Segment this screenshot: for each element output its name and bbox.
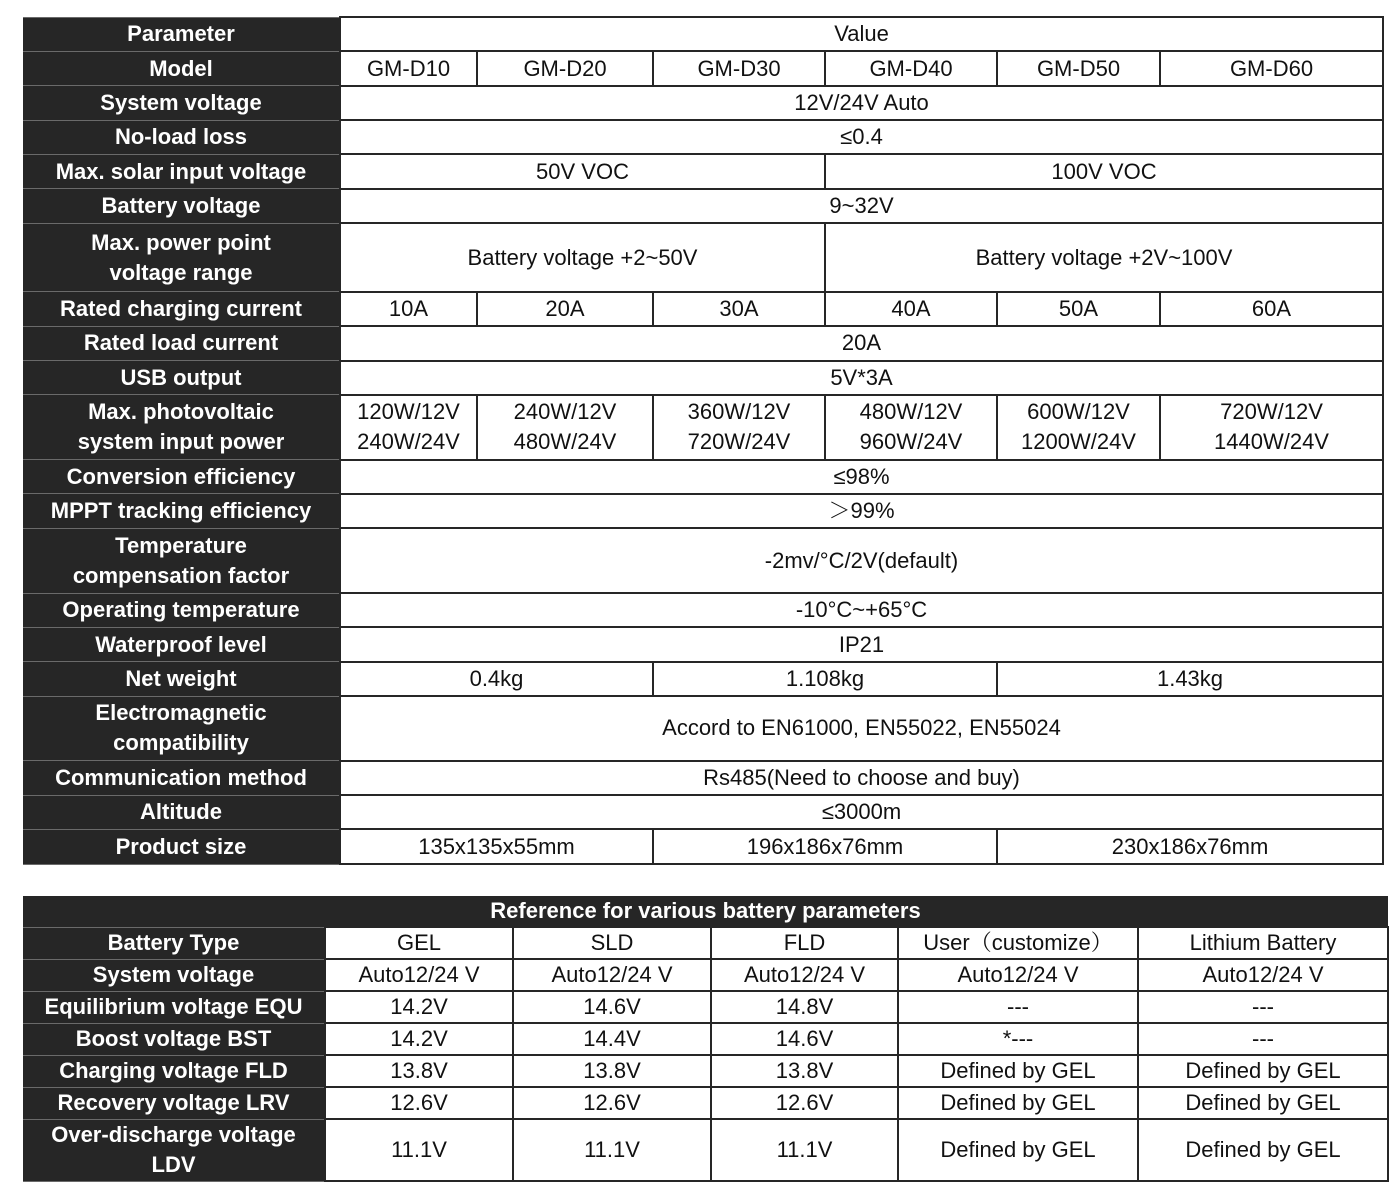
charging-current-cell: 20A [477, 292, 653, 326]
model-row [23, 51, 1383, 85]
pv-power-12v: 240W/12V [513, 399, 617, 425]
battery-cell: 14.8V [711, 991, 898, 1023]
product-size-label: Product size [23, 829, 340, 864]
no-load-loss-label: No-load loss [23, 120, 340, 154]
model-label: Model [23, 51, 340, 85]
charging-current-cell: 50A [997, 292, 1160, 326]
battery-type-row [23, 927, 1388, 959]
battery-row-label: System voltage [23, 959, 325, 991]
label-line: LDV [151, 1152, 196, 1177]
battery-cell: Defined by GEL [898, 1087, 1138, 1119]
battery-type-cell: Lithium Battery [1138, 927, 1388, 959]
battery-bst-row [23, 1023, 1388, 1055]
spec-table [23, 16, 1384, 865]
label-line: Max. power point [91, 229, 271, 255]
battery-fld-row [23, 1055, 1388, 1087]
emc-row [23, 696, 1383, 761]
pv-power-12v: 720W/12V [1220, 399, 1323, 425]
mppt-tracking-efficiency-row [23, 494, 1383, 528]
battery-system-voltage-row [23, 959, 1388, 991]
battery-cell: 14.6V [513, 991, 711, 1023]
battery-table-title: Reference for various battery parameters [23, 896, 1388, 927]
pv-power-cell [1160, 395, 1383, 460]
battery-cell: 12.6V [325, 1087, 513, 1119]
battery-row-label: Charging voltage FLD [23, 1055, 325, 1087]
label-line: compatibility [113, 730, 249, 756]
battery-cell: 11.1V [513, 1119, 711, 1181]
battery-cell: 12.6V [711, 1087, 898, 1119]
battery-cell: --- [1138, 1023, 1388, 1055]
battery-lrv-row [23, 1087, 1388, 1119]
charging-current-cell: 40A [825, 292, 997, 326]
parameter-header: Parameter [23, 17, 340, 51]
communication-method-label: Communication method [23, 761, 340, 795]
charging-current-cell: 30A [653, 292, 825, 326]
label-line: Electromagnetic [95, 700, 267, 726]
mppt-voltage-range-label [23, 223, 340, 292]
max-solar-input-voltage-row [23, 154, 1383, 188]
battery-type-cell: FLD [711, 927, 898, 959]
mppt-range-value: Battery voltage +2~50V [340, 223, 825, 292]
mppt-voltage-range-row [23, 223, 1383, 292]
pv-power-cell [653, 395, 825, 460]
max-pv-input-power-label [23, 395, 340, 460]
temperature-compensation-label [23, 528, 340, 593]
system-voltage-label: System voltage [23, 86, 340, 120]
system-voltage-value: 12V/24V Auto [340, 86, 1383, 120]
mppt-tracking-efficiency-value: ＞99% [340, 494, 1383, 528]
battery-cell: Defined by GEL [898, 1055, 1138, 1087]
product-size-value: 196x186x76mm [653, 829, 997, 864]
conversion-efficiency-label: Conversion efficiency [23, 460, 340, 494]
battery-type-cell: User（customize） [898, 927, 1138, 959]
pv-power-24v: 1440W/24V [1214, 429, 1329, 455]
usb-output-label: USB output [23, 361, 340, 395]
mppt-tracking-efficiency-label: MPPT tracking efficiency [23, 494, 340, 528]
battery-type-cell: SLD [513, 927, 711, 959]
battery-cell: Defined by GEL [1138, 1087, 1388, 1119]
battery-cell: Defined by GEL [1138, 1055, 1388, 1087]
pv-power-cell [477, 395, 653, 460]
communication-method-value: Rs485(Need to choose and buy) [340, 761, 1383, 795]
operating-temperature-row [23, 593, 1383, 627]
pv-power-cell [997, 395, 1160, 460]
waterproof-level-label: Waterproof level [23, 627, 340, 661]
pv-power-24v: 240W/24V [357, 429, 460, 455]
net-weight-value: 1.43kg [997, 662, 1383, 696]
temperature-compensation-row [23, 528, 1383, 593]
value-header: Value [340, 17, 1383, 51]
battery-cell: 13.8V [325, 1055, 513, 1087]
usb-output-row [23, 361, 1383, 395]
battery-cell: *--- [898, 1023, 1138, 1055]
rated-load-current-row [23, 326, 1383, 360]
model-cell: GM-D50 [997, 51, 1160, 85]
waterproof-level-row [23, 627, 1383, 661]
label-line: Over-discharge voltage [51, 1122, 296, 1147]
operating-temperature-label: Operating temperature [23, 593, 340, 627]
battery-cell: 11.1V [325, 1119, 513, 1181]
pv-power-12v: 480W/12V [859, 399, 963, 425]
battery-voltage-value: 9~32V [340, 189, 1383, 223]
model-cell: GM-D10 [340, 51, 477, 85]
charging-current-cell: 60A [1160, 292, 1383, 326]
altitude-value: ≤3000m [340, 795, 1383, 829]
system-voltage-row [23, 86, 1383, 120]
battery-cell: Auto12/24 V [513, 959, 711, 991]
pv-power-12v: 600W/12V [1027, 399, 1130, 425]
rated-load-current-value: 20A [340, 326, 1383, 360]
battery-cell: 13.8V [513, 1055, 711, 1087]
battery-row-label: Boost voltage BST [23, 1023, 325, 1055]
label-line: Max. photovoltaic [88, 399, 274, 425]
battery-cell: Auto12/24 V [711, 959, 898, 991]
mppt-range-value: Battery voltage +2V~100V [825, 223, 1383, 292]
label-line: system input power [77, 429, 285, 455]
conversion-efficiency-row [23, 460, 1383, 494]
model-cell: GM-D60 [1160, 51, 1383, 85]
battery-cell: Defined by GEL [898, 1119, 1138, 1181]
model-cell: GM-D40 [825, 51, 997, 85]
pv-power-cell [340, 395, 477, 460]
pv-power-24v: 1200W/24V [1021, 429, 1136, 455]
battery-title-row [23, 896, 1388, 927]
product-size-value: 230x186x76mm [997, 829, 1383, 864]
battery-cell: 11.1V [711, 1119, 898, 1181]
battery-type-label: Battery Type [23, 927, 325, 959]
solar-voltage-value: 50V VOC [340, 154, 825, 188]
pv-power-12v: 360W/12V [687, 399, 791, 425]
net-weight-value: 0.4kg [340, 662, 653, 696]
model-cell: GM-D20 [477, 51, 653, 85]
battery-ldv-row [23, 1119, 1388, 1181]
battery-voltage-label: Battery voltage [23, 189, 340, 223]
product-size-value: 135x135x55mm [340, 829, 653, 864]
battery-cell: --- [1138, 991, 1388, 1023]
net-weight-label: Net weight [23, 662, 340, 696]
pv-power-24v: 480W/24V [513, 429, 617, 455]
battery-cell: Defined by GEL [1138, 1119, 1388, 1181]
rated-charging-current-label: Rated charging current [23, 292, 340, 326]
waterproof-level-value: IP21 [340, 627, 1383, 661]
altitude-row [23, 795, 1383, 829]
emc-value: Accord to EN61000, EN55022, EN55024 [340, 696, 1383, 761]
no-load-loss-value: ≤0.4 [340, 120, 1383, 154]
net-weight-row [23, 662, 1383, 696]
battery-type-cell: GEL [325, 927, 513, 959]
battery-row-label: Equilibrium voltage EQU [23, 991, 325, 1023]
label-line: voltage range [109, 259, 253, 285]
altitude-label: Altitude [23, 795, 340, 829]
battery-parameters-table [23, 896, 1389, 1182]
battery-cell: 14.2V [325, 991, 513, 1023]
max-solar-input-voltage-label: Max. solar input voltage [23, 154, 340, 188]
battery-cell: Auto12/24 V [325, 959, 513, 991]
pv-power-cell [825, 395, 997, 460]
battery-cell: Auto12/24 V [1138, 959, 1388, 991]
rated-load-current-label: Rated load current [23, 326, 340, 360]
battery-row-label: Recovery voltage LRV [23, 1087, 325, 1119]
battery-equ-row [23, 991, 1388, 1023]
pv-power-24v: 960W/24V [859, 429, 963, 455]
solar-voltage-value: 100V VOC [825, 154, 1383, 188]
charging-current-cell: 10A [340, 292, 477, 326]
battery-cell: 12.6V [513, 1087, 711, 1119]
communication-method-row [23, 761, 1383, 795]
pv-power-12v: 120W/12V [357, 399, 460, 425]
battery-cell: 14.2V [325, 1023, 513, 1055]
battery-cell: 14.6V [711, 1023, 898, 1055]
emc-label [23, 696, 340, 761]
net-weight-value: 1.108kg [653, 662, 997, 696]
conversion-efficiency-value: ≤98% [340, 460, 1383, 494]
spec-header-row [23, 17, 1383, 51]
usb-output-value: 5V*3A [340, 361, 1383, 395]
rated-charging-current-row [23, 292, 1383, 326]
max-pv-input-power-row [23, 395, 1383, 460]
model-cell: GM-D30 [653, 51, 825, 85]
battery-cell: 13.8V [711, 1055, 898, 1087]
battery-voltage-row [23, 189, 1383, 223]
battery-ldv-label [23, 1119, 325, 1181]
pv-power-24v: 720W/24V [687, 429, 791, 455]
label-line: Temperature [115, 532, 247, 558]
battery-cell: 14.4V [513, 1023, 711, 1055]
product-size-row [23, 829, 1383, 864]
no-load-loss-row [23, 120, 1383, 154]
temperature-compensation-value: -2mv/°C/2V(default) [340, 528, 1383, 593]
battery-cell: Auto12/24 V [898, 959, 1138, 991]
label-line: compensation factor [72, 562, 290, 588]
battery-cell: --- [898, 991, 1138, 1023]
operating-temperature-value: -10°C~+65°C [340, 593, 1383, 627]
